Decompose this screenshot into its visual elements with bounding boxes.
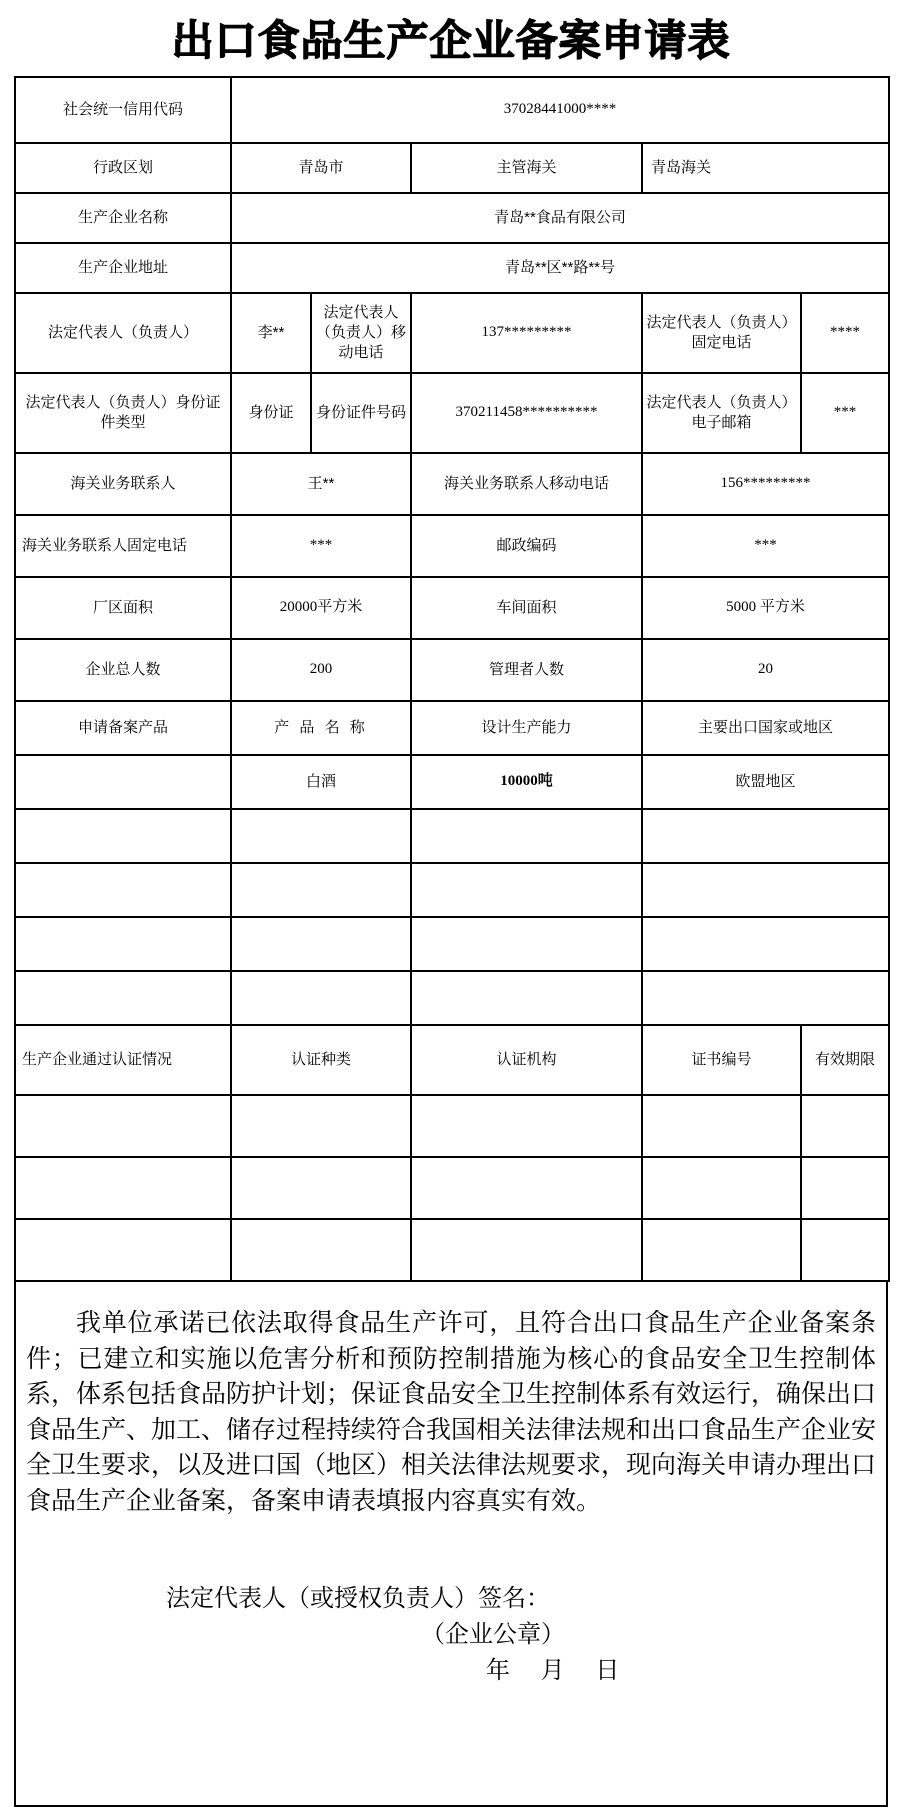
table-row-certification-entry <box>15 1095 889 1157</box>
legal-rep-mobile-label: 法定代表人（负责人）移动电话 <box>311 293 411 373</box>
admin-division-label: 行政区划 <box>15 143 231 193</box>
product-entry-blank-cell <box>15 755 231 809</box>
company-seal-label[interactable]: （企业公章） <box>421 1621 565 1648</box>
legal-rep-id-number-label: 身份证件号码 <box>311 373 411 453</box>
enterprise-address-value[interactable]: 青岛**区**路**号 <box>231 243 889 293</box>
postcode-label: 邮政编码 <box>411 515 642 577</box>
design-capacity-header: 设计生产能力 <box>411 701 642 755</box>
product-capacity-value[interactable] <box>411 863 642 917</box>
product-name-value[interactable] <box>231 971 411 1025</box>
table-row-product-entry <box>15 917 889 971</box>
table-row-legal-rep-id <box>15 373 889 453</box>
table-row-staff-count <box>15 639 889 701</box>
credit-code-label: 社会统一信用代码 <box>15 77 231 143</box>
table-row-certification-entry <box>15 1219 889 1281</box>
certification-type-value[interactable] <box>231 1157 411 1219</box>
legal-rep-tel-label: 法定代表人（负责人）固定电话 <box>642 293 801 373</box>
legal-rep-email-value[interactable]: *** <box>801 373 889 453</box>
certification-type-value[interactable] <box>231 1219 411 1281</box>
signature-line-label[interactable]: 法定代表人（或授权负责人）签名： <box>166 1585 550 1612</box>
table-row-product-entry <box>15 755 889 809</box>
customs-contact-tel-value[interactable]: *** <box>231 515 411 577</box>
plant-area-label: 厂区面积 <box>15 577 231 639</box>
product-entry-blank-cell <box>15 971 231 1025</box>
certification-entry-blank-cell <box>15 1219 231 1281</box>
product-export-region-value[interactable] <box>642 809 889 863</box>
admin-division-value[interactable]: 青岛市 <box>231 143 411 193</box>
plant-area-value[interactable]: 20000平方米 <box>231 577 411 639</box>
table-row-plant-area <box>15 577 889 639</box>
product-name-value[interactable] <box>231 863 411 917</box>
total-staff-value[interactable]: 200 <box>231 639 411 701</box>
workshop-area-value[interactable]: 5000 平方米 <box>642 577 889 639</box>
workshop-area-label: 车间面积 <box>411 577 642 639</box>
supervising-customs-label: 主管海关 <box>411 143 642 193</box>
application-form-table <box>14 76 890 1282</box>
enterprise-name-label: 生产企业名称 <box>15 193 231 243</box>
product-export-region-value[interactable] <box>642 863 889 917</box>
signature-block <box>26 1581 876 1689</box>
product-name-value[interactable] <box>231 917 411 971</box>
enterprise-name-value[interactable]: 青岛**食品有限公司 <box>231 193 889 243</box>
product-capacity-value[interactable]: 10000吨 <box>411 755 642 809</box>
certification-entry-blank-cell <box>15 1095 231 1157</box>
certificate-number-value[interactable] <box>642 1095 801 1157</box>
supervising-customs-value[interactable]: 青岛海关 <box>642 143 889 193</box>
table-row-certification-header <box>15 1025 889 1095</box>
valid-until-header: 有效期限 <box>801 1025 889 1095</box>
legal-rep-mobile-value[interactable]: 137********* <box>411 293 642 373</box>
manager-count-value[interactable]: 20 <box>642 639 889 701</box>
table-row-customs-contact <box>15 453 889 515</box>
product-entry-blank-cell <box>15 863 231 917</box>
manager-count-label: 管理者人数 <box>411 639 642 701</box>
commitment-statement-block <box>14 1282 888 1807</box>
legal-rep-label: 法定代表人（负责人） <box>15 293 231 373</box>
table-row-product-entry <box>15 863 889 917</box>
total-staff-label: 企业总人数 <box>15 639 231 701</box>
valid-until-value[interactable] <box>801 1095 889 1157</box>
table-row-product-entry <box>15 971 889 1025</box>
product-capacity-value[interactable] <box>411 809 642 863</box>
table-row-enterprise-address <box>15 243 889 293</box>
product-name-value[interactable] <box>231 809 411 863</box>
page-title: 出口食品生产企业备案申请表 <box>171 16 731 65</box>
product-export-region-value[interactable] <box>642 971 889 1025</box>
postcode-value[interactable]: *** <box>642 515 889 577</box>
certification-type-value[interactable] <box>231 1095 411 1157</box>
product-entry-blank-cell <box>15 917 231 971</box>
product-name-value[interactable]: 白酒 <box>231 755 411 809</box>
certification-type-header: 认证种类 <box>231 1025 411 1095</box>
commitment-statement-text: 我单位承诺已依法取得食品生产许可，且符合出口食品生产企业备案条件；已建立和实施以危害分析和预防控制措施为核心的食品安全卫生控制体系，体系包括食品防护计划；保证食品安全卫生控制体系有效运行，确保出口食品生产、加工、储存过程持续符合我国相关法律法规和出口食品生产企业安全卫生要求，以及进口国（地区）相关法律法规要求，现向海关申请办理出口食品生产企业备案，备案申请表填报内容真实有效。 <box>26 1309 877 1515</box>
certificate-number-value[interactable] <box>642 1157 801 1219</box>
product-capacity-value[interactable] <box>411 917 642 971</box>
legal-rep-name[interactable]: 李** <box>231 293 311 373</box>
table-row-product-header <box>15 701 889 755</box>
certification-section-label: 生产企业通过认证情况 <box>15 1025 231 1095</box>
legal-rep-tel-value[interactable]: **** <box>801 293 889 373</box>
certification-body-value[interactable] <box>411 1219 642 1281</box>
table-row-product-entry <box>15 809 889 863</box>
legal-rep-id-type-value[interactable]: 身份证 <box>231 373 311 453</box>
product-export-region-value[interactable] <box>642 917 889 971</box>
export-region-header: 主要出口国家或地区 <box>642 701 889 755</box>
table-row-certification-entry <box>15 1157 889 1219</box>
valid-until-value[interactable] <box>801 1219 889 1281</box>
product-entry-blank-cell <box>15 809 231 863</box>
table-row-enterprise-name <box>15 193 889 243</box>
table-row-admin-division <box>15 143 889 193</box>
legal-rep-id-type-label: 法定代表人（负责人）身份证件类型 <box>15 373 231 453</box>
valid-until-value[interactable] <box>801 1157 889 1219</box>
product-section-label: 申请备案产品 <box>15 701 231 755</box>
customs-contact-tel-label: 海关业务联系人固定电话 <box>15 515 231 577</box>
customs-contact-value[interactable]: 王** <box>231 453 411 515</box>
table-row-credit-code <box>15 77 889 143</box>
table-row-customs-contact-tel <box>15 515 889 577</box>
legal-rep-id-number-value[interactable]: 370211458********** <box>411 373 642 453</box>
certification-body-value[interactable] <box>411 1157 642 1219</box>
customs-contact-mobile-value[interactable]: 156********* <box>642 453 889 515</box>
product-capacity-value[interactable] <box>411 971 642 1025</box>
product-export-region-value[interactable]: 欧盟地区 <box>642 755 889 809</box>
customs-contact-label: 海关业务联系人 <box>15 453 231 515</box>
certification-body-header: 认证机构 <box>411 1025 642 1095</box>
certificate-number-value[interactable] <box>642 1219 801 1281</box>
enterprise-address-label: 生产企业地址 <box>15 243 231 293</box>
table-row-legal-rep <box>15 293 889 373</box>
date-line-label[interactable]: 年 月 日 <box>486 1657 632 1684</box>
credit-code-value[interactable]: 37028441000**** <box>231 77 889 143</box>
certification-body-value[interactable] <box>411 1095 642 1157</box>
legal-rep-email-label: 法定代表人（负责人）电子邮箱 <box>642 373 801 453</box>
certificate-number-header: 证书编号 <box>642 1025 801 1095</box>
product-name-header: 产 品 名 称 <box>231 701 411 755</box>
customs-contact-mobile-label: 海关业务联系人移动电话 <box>411 453 642 515</box>
certification-entry-blank-cell <box>15 1157 231 1219</box>
